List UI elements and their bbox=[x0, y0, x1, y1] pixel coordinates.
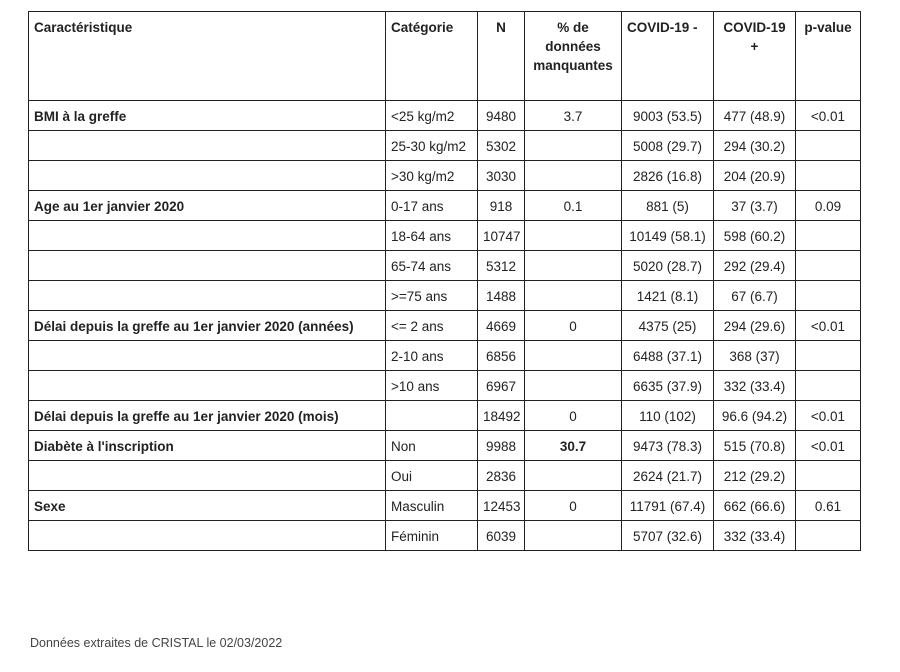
cell-pvalue bbox=[796, 371, 861, 401]
cell-n: 5312 bbox=[478, 251, 525, 281]
cell-covid-positive: 204 (20.9) bbox=[714, 161, 796, 191]
cell-pvalue bbox=[796, 251, 861, 281]
cell-characteristic bbox=[29, 371, 386, 401]
cell-pvalue bbox=[796, 161, 861, 191]
cell-covid-negative: 881 (5) bbox=[622, 191, 714, 221]
cell-missing: 3.7 bbox=[525, 101, 622, 131]
cell-category: Masculin bbox=[386, 491, 478, 521]
cell-pvalue: 0.09 bbox=[796, 191, 861, 221]
cell-category: 65-74 ans bbox=[386, 251, 478, 281]
cell-pvalue: <0.01 bbox=[796, 101, 861, 131]
cell-characteristic bbox=[29, 221, 386, 251]
cell-covid-positive: 662 (66.6) bbox=[714, 491, 796, 521]
cell-missing bbox=[525, 221, 622, 251]
cell-characteristic bbox=[29, 341, 386, 371]
cell-category: >30 kg/m2 bbox=[386, 161, 478, 191]
cell-missing bbox=[525, 341, 622, 371]
cell-missing: 0.1 bbox=[525, 191, 622, 221]
cell-missing: 0 bbox=[525, 491, 622, 521]
cell-category bbox=[386, 401, 478, 431]
cell-covid-negative: 5008 (29.7) bbox=[622, 131, 714, 161]
cell-missing bbox=[525, 371, 622, 401]
cell-covid-positive: 332 (33.4) bbox=[714, 521, 796, 551]
cell-covid-positive: 515 (70.8) bbox=[714, 431, 796, 461]
cell-pvalue: <0.01 bbox=[796, 311, 861, 341]
table-row bbox=[29, 401, 861, 431]
cell-covid-negative: 5707 (32.6) bbox=[622, 521, 714, 551]
table-row bbox=[29, 161, 861, 191]
cell-covid-positive: 332 (33.4) bbox=[714, 371, 796, 401]
table-row bbox=[29, 431, 861, 461]
cell-characteristic: Sexe bbox=[29, 491, 386, 521]
cell-missing: 30.7 bbox=[525, 431, 622, 461]
cell-missing bbox=[525, 161, 622, 191]
cell-n: 18492 bbox=[478, 401, 525, 431]
footnote: Données extraites de CRISTAL le 02/03/2022 bbox=[30, 636, 283, 650]
table-body bbox=[29, 101, 861, 551]
table-row bbox=[29, 191, 861, 221]
header-missing: % de données manquantes bbox=[525, 12, 622, 101]
cell-n: 3030 bbox=[478, 161, 525, 191]
table-row bbox=[29, 311, 861, 341]
cell-covid-positive: 368 (37) bbox=[714, 341, 796, 371]
cell-category: >10 ans bbox=[386, 371, 478, 401]
table-row bbox=[29, 371, 861, 401]
header-covid-positive: COVID-19 + bbox=[714, 12, 796, 101]
cell-characteristic bbox=[29, 131, 386, 161]
cell-covid-positive: 37 (3.7) bbox=[714, 191, 796, 221]
cell-n: 6856 bbox=[478, 341, 525, 371]
cell-missing bbox=[525, 251, 622, 281]
table-row bbox=[29, 281, 861, 311]
header-covid-negative: COVID-19 - bbox=[622, 12, 714, 101]
cell-missing: 0 bbox=[525, 311, 622, 341]
cell-covid-negative: 2826 (16.8) bbox=[622, 161, 714, 191]
cell-n: 5302 bbox=[478, 131, 525, 161]
table-row bbox=[29, 491, 861, 521]
cell-characteristic: Délai depuis la greffe au 1er janvier 2020 (années) bbox=[29, 311, 386, 341]
cell-category: 2-10 ans bbox=[386, 341, 478, 371]
cell-covid-positive: 294 (30.2) bbox=[714, 131, 796, 161]
cell-category: 18-64 ans bbox=[386, 221, 478, 251]
cell-characteristic: BMI à la greffe bbox=[29, 101, 386, 131]
cell-category: <= 2 ans bbox=[386, 311, 478, 341]
cell-category: 0-17 ans bbox=[386, 191, 478, 221]
cell-pvalue: <0.01 bbox=[796, 401, 861, 431]
cell-n: 1488 bbox=[478, 281, 525, 311]
cell-n: 12453 bbox=[478, 491, 525, 521]
cell-category: Oui bbox=[386, 461, 478, 491]
cell-covid-negative: 10149 (58.1) bbox=[622, 221, 714, 251]
cell-n: 6967 bbox=[478, 371, 525, 401]
cell-pvalue bbox=[796, 521, 861, 551]
cell-characteristic: Diabète à l'inscription bbox=[29, 431, 386, 461]
cell-n: 6039 bbox=[478, 521, 525, 551]
cell-covid-negative: 9003 (53.5) bbox=[622, 101, 714, 131]
cell-pvalue: 0.61 bbox=[796, 491, 861, 521]
cell-characteristic: Age au 1er janvier 2020 bbox=[29, 191, 386, 221]
cell-covid-positive: 477 (48.9) bbox=[714, 101, 796, 131]
cell-characteristic bbox=[29, 521, 386, 551]
cell-covid-negative: 2624 (21.7) bbox=[622, 461, 714, 491]
cell-covid-positive: 292 (29.4) bbox=[714, 251, 796, 281]
cell-pvalue: <0.01 bbox=[796, 431, 861, 461]
table-row bbox=[29, 341, 861, 371]
header-characteristic: Caractéristique bbox=[29, 12, 386, 101]
cell-covid-negative: 5020 (28.7) bbox=[622, 251, 714, 281]
cell-covid-positive: 294 (29.6) bbox=[714, 311, 796, 341]
table-row bbox=[29, 461, 861, 491]
header-n: N bbox=[478, 12, 525, 101]
cell-covid-positive: 96.6 (94.2) bbox=[714, 401, 796, 431]
cell-category: Féminin bbox=[386, 521, 478, 551]
cell-n: 9988 bbox=[478, 431, 525, 461]
cell-pvalue bbox=[796, 461, 861, 491]
cell-n: 4669 bbox=[478, 311, 525, 341]
table-row bbox=[29, 101, 861, 131]
cell-pvalue bbox=[796, 131, 861, 161]
cell-covid-negative: 4375 (25) bbox=[622, 311, 714, 341]
cell-missing bbox=[525, 521, 622, 551]
cell-category: <25 kg/m2 bbox=[386, 101, 478, 131]
cell-n: 2836 bbox=[478, 461, 525, 491]
cell-covid-negative: 6488 (37.1) bbox=[622, 341, 714, 371]
cell-n: 918 bbox=[478, 191, 525, 221]
cell-covid-negative: 1421 (8.1) bbox=[622, 281, 714, 311]
cell-missing bbox=[525, 461, 622, 491]
cell-n: 9480 bbox=[478, 101, 525, 131]
cell-covid-negative: 6635 (37.9) bbox=[622, 371, 714, 401]
data-table bbox=[28, 11, 861, 551]
header-category: Catégorie bbox=[386, 12, 478, 101]
cell-covid-negative: 110 (102) bbox=[622, 401, 714, 431]
table-row bbox=[29, 221, 861, 251]
cell-category: >=75 ans bbox=[386, 281, 478, 311]
cell-covid-positive: 212 (29.2) bbox=[714, 461, 796, 491]
cell-covid-negative: 9473 (78.3) bbox=[622, 431, 714, 461]
cell-category: 25-30 kg/m2 bbox=[386, 131, 478, 161]
table-row bbox=[29, 131, 861, 161]
cell-pvalue bbox=[796, 281, 861, 311]
cell-characteristic bbox=[29, 251, 386, 281]
table-row bbox=[29, 521, 861, 551]
cell-covid-positive: 598 (60.2) bbox=[714, 221, 796, 251]
cell-covid-positive: 67 (6.7) bbox=[714, 281, 796, 311]
cell-covid-negative: 11791 (67.4) bbox=[622, 491, 714, 521]
cell-missing: 0 bbox=[525, 401, 622, 431]
cell-characteristic bbox=[29, 281, 386, 311]
cell-missing bbox=[525, 131, 622, 161]
cell-characteristic bbox=[29, 161, 386, 191]
cell-characteristic: Délai depuis la greffe au 1er janvier 2020 (mois) bbox=[29, 401, 386, 431]
header-row bbox=[29, 12, 861, 101]
header-pvalue: p-value bbox=[796, 12, 861, 101]
cell-pvalue bbox=[796, 221, 861, 251]
cell-category: Non bbox=[386, 431, 478, 461]
table-row bbox=[29, 251, 861, 281]
cell-pvalue bbox=[796, 341, 861, 371]
cell-n: 10747 bbox=[478, 221, 525, 251]
cell-missing bbox=[525, 281, 622, 311]
cell-characteristic bbox=[29, 461, 386, 491]
